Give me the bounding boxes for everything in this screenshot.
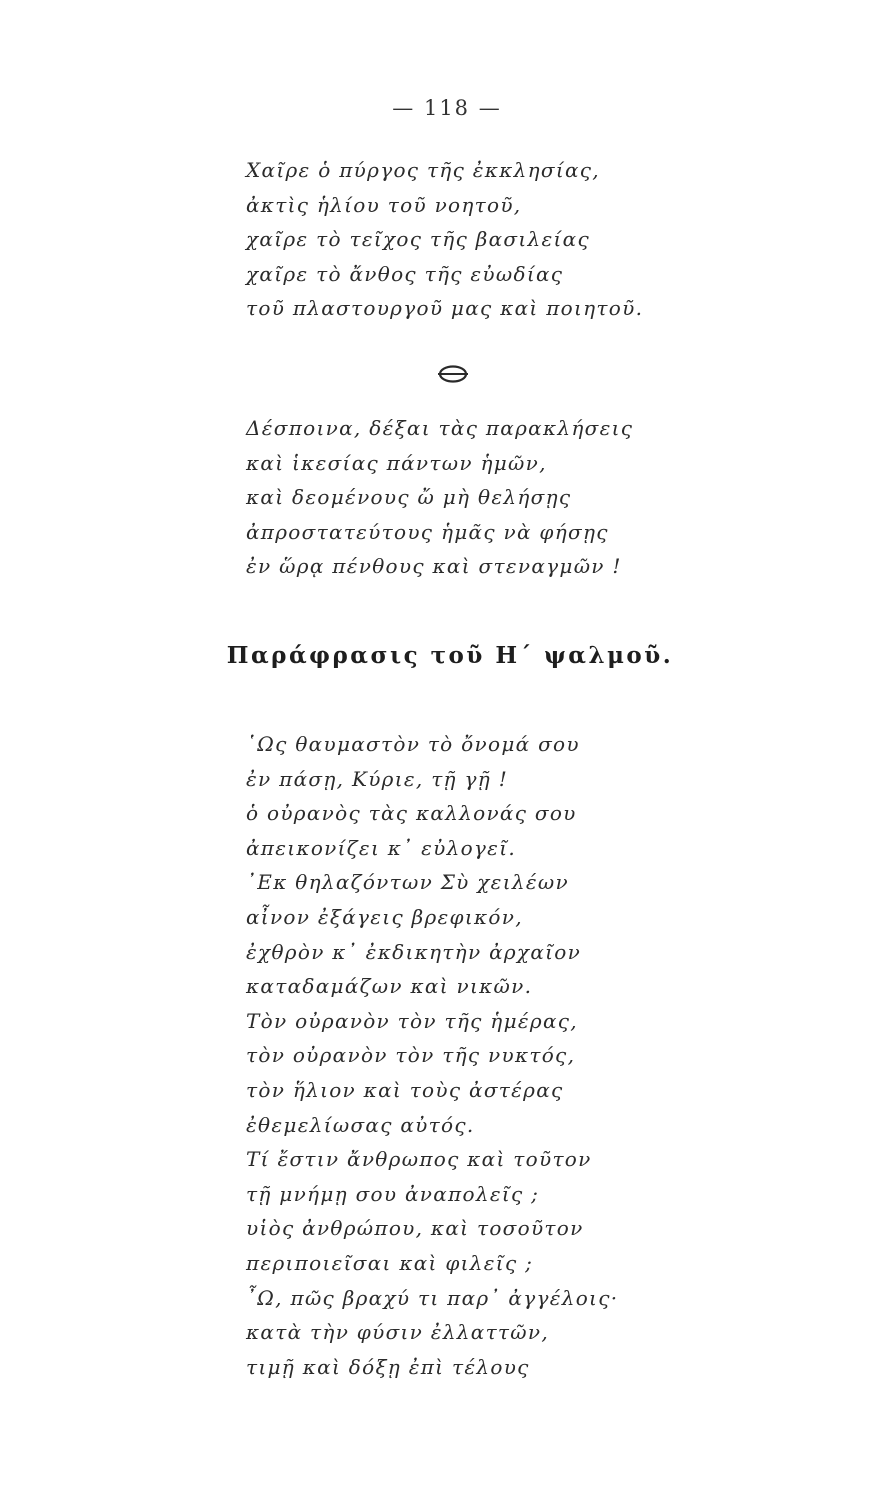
poem-line: ῾Ως θαυμαστὸν τὸ ὄνομά σου xyxy=(246,732,580,756)
poem-line: υἱὸς ἀνθρώπου, καὶ τοσοῦτον xyxy=(246,1216,584,1241)
poem-line: ἐν πάσῃ, Κύριε, τῇ γῇ ! xyxy=(246,766,509,791)
poem-line: τῇ μνήμῃ σου ἀναπολεῖς ; xyxy=(246,1181,540,1206)
poem-line: ἐν ὥρᾳ πένθους καὶ στεναγμῶν ! xyxy=(246,554,622,578)
poem-line: ῏Ω, πῶς βραχύ τι παρ᾽ ἀγγέλοις· xyxy=(246,1285,619,1310)
poem-line: περιποιεῖσαι καὶ φιλεῖς ; xyxy=(246,1250,534,1275)
page-number: — 118 — xyxy=(392,96,502,120)
stanza-hymn-chaire xyxy=(246,153,846,326)
poem-line: αἶνον ἐξάγεις βρεφικόν, xyxy=(246,904,523,929)
stanza-psalm-paraphrase xyxy=(246,727,846,1384)
poem-line: ἀπεικονίζει κ᾽ εὐλογεῖ. xyxy=(246,835,517,860)
poem-line: Χαῖρε ὁ πύργος τῆς ἐκκλησίας, xyxy=(246,158,600,182)
poem-line: ἐθεμελίωσας αὐτός. xyxy=(246,1112,475,1137)
poem-line: ὁ οὐρανὸς τὰς καλλονάς σου xyxy=(246,801,577,826)
poem-line: καταδαμάζων καὶ νικῶν. xyxy=(246,974,533,999)
poem-line: ἀκτὶς ἡλίου τοῦ νοητοῦ, xyxy=(246,192,522,217)
poem-line: χαῖρε τὸ τεῖχος τῆς βασιλείας xyxy=(246,227,590,251)
stanza-despoina xyxy=(246,411,846,584)
section-heading: Παράφρασις τοῦ Η´ ψαλμοῦ. xyxy=(226,642,674,669)
poem-line: Δέσποινα, δέξαι τὰς παρακλήσεις xyxy=(246,416,634,440)
poem-line: ᾽Εκ θηλαζόντων Σὺ χειλέων xyxy=(246,870,569,895)
poem-line: ἐχθρὸν κ᾽ ἐκδικητὴν ἀρχαῖον xyxy=(246,939,582,964)
poem-line: ἀπροστατεύτους ἡμᾶς νὰ φήσῃς xyxy=(246,519,609,544)
theta-ornament-icon xyxy=(436,364,470,384)
poem-line: καὶ ἱκεσίας πάντων ἡμῶν, xyxy=(246,450,547,475)
poem-line: κατὰ τὴν φύσιν ἐλλαττῶν, xyxy=(246,1320,550,1345)
poem-line: τὸν οὐρανὸν τὸν τῆς νυκτός, xyxy=(246,1043,576,1068)
poem-line: Τί ἔστιν ἄνθρωπος καὶ τοῦτον xyxy=(246,1147,592,1172)
poem-line: χαῖρε τὸ ἄνθος τῆς εὐωδίας xyxy=(246,261,564,286)
poem-line: τοῦ πλαστουργοῦ μας καὶ ποιητοῦ. xyxy=(246,296,644,320)
poem-line: τιμῇ καὶ δόξῃ ἐπὶ τέλους xyxy=(246,1354,530,1379)
poem-line: καὶ δεομένους ὤ μὴ θελήσῃς xyxy=(246,485,572,509)
poem-line: Τὸν οὐρανὸν τὸν τῆς ἡμέρας, xyxy=(246,1008,578,1033)
poem-line: τὸν ἥλιον καὶ τοὺς ἀστέρας xyxy=(246,1077,564,1102)
